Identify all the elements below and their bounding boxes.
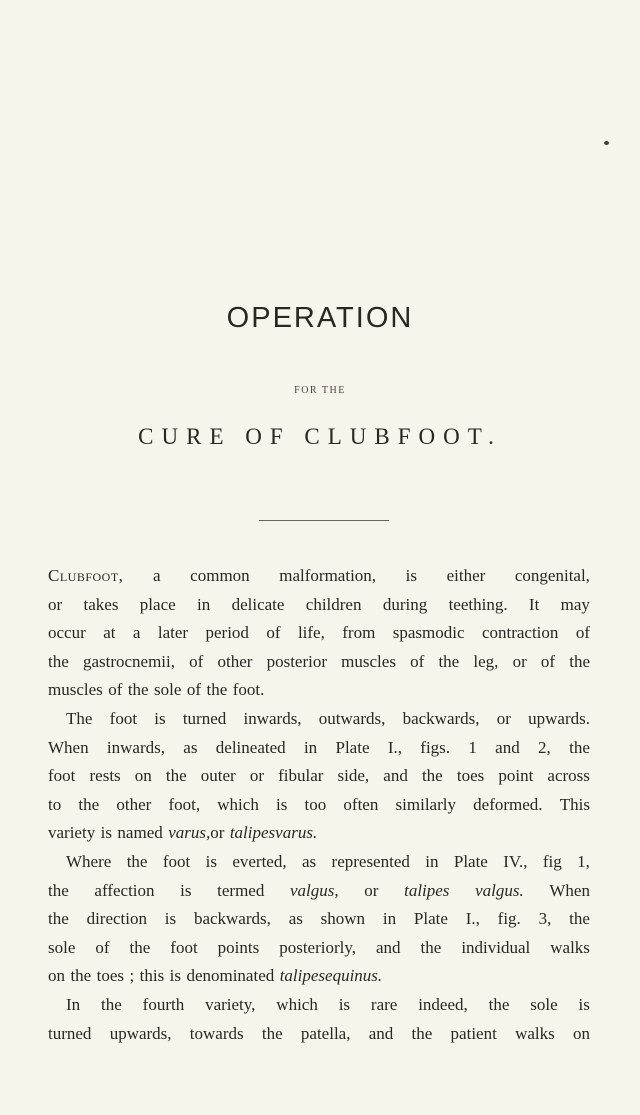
word: as [183, 737, 198, 757]
word: talipes [229, 823, 276, 843]
word: of [189, 651, 204, 671]
word: 3, [538, 909, 552, 929]
text-line [48, 819, 590, 848]
word: in [303, 737, 318, 757]
word: the [569, 651, 590, 671]
word: the [421, 766, 443, 786]
word: other [217, 651, 253, 671]
word: on [48, 966, 65, 986]
word: the [48, 651, 69, 671]
page-subtitle: CURE OF CLUBFOOT. [138, 424, 502, 449]
word: the [78, 794, 100, 814]
word: fig [542, 851, 562, 871]
text-line [48, 962, 590, 991]
word: When [48, 737, 89, 757]
word: foot [170, 937, 198, 957]
word: upwards. [528, 708, 590, 728]
word: of [575, 623, 590, 643]
text-line [48, 648, 590, 677]
word: When [549, 880, 590, 900]
word: other [116, 794, 152, 814]
page-title: OPERATION [226, 302, 414, 334]
word: valgus, [290, 880, 339, 900]
word: the [70, 966, 92, 986]
word: talipes [279, 966, 326, 986]
word: and [495, 737, 520, 757]
word: towards [189, 1023, 244, 1043]
word: I., [387, 737, 402, 757]
word: termed [217, 880, 265, 900]
word: 1, [577, 851, 590, 871]
ink-speck [604, 141, 609, 145]
word: of [186, 680, 202, 700]
word: congenital, [514, 566, 590, 585]
word: backwards, [402, 708, 480, 728]
word: IV., [503, 851, 528, 871]
word: foot [48, 766, 76, 786]
word: on [572, 1023, 590, 1043]
word: too [304, 794, 327, 814]
word: teething. [448, 594, 508, 614]
text-line [48, 734, 590, 763]
word: outer [200, 766, 236, 786]
word: contraction [481, 623, 559, 643]
word: shown [320, 909, 366, 929]
word: of [540, 651, 556, 671]
word: and [383, 766, 408, 786]
text-line [48, 676, 590, 705]
word: individual [461, 937, 531, 957]
text-line [48, 877, 590, 906]
body-text [48, 562, 590, 1048]
text-line [48, 619, 590, 648]
word: represented [331, 851, 410, 871]
word: in [382, 909, 397, 929]
word: sole [530, 994, 558, 1014]
word: muscles [341, 651, 396, 671]
word: gastrocnemii, [82, 651, 175, 671]
word: the [129, 937, 151, 957]
word: inwards, [243, 708, 302, 728]
word: everted, [232, 851, 287, 871]
word: point [498, 766, 534, 786]
text-line [48, 562, 590, 591]
word: patella, [300, 1023, 351, 1043]
word: leg, [473, 651, 499, 671]
word: or [249, 766, 264, 786]
word: or [496, 708, 511, 728]
word: and [368, 1023, 394, 1043]
word: is [405, 566, 417, 585]
text-line [48, 905, 590, 934]
text-line [48, 591, 590, 620]
word: either [446, 566, 486, 585]
word: variety, [205, 994, 256, 1014]
word: often [343, 794, 379, 814]
text-line [48, 934, 590, 963]
word: in [197, 594, 211, 614]
word: across [547, 766, 590, 786]
word: is [276, 794, 288, 814]
word: Plate [335, 737, 370, 757]
word: Plate [453, 851, 488, 871]
text-line [48, 791, 590, 820]
word: walks [550, 937, 590, 957]
word: may [560, 594, 590, 614]
word: as [301, 851, 317, 871]
word: from [342, 623, 376, 643]
word: the [206, 680, 228, 700]
word: the [569, 737, 590, 757]
word: inwards, [106, 737, 165, 757]
word: of [410, 651, 425, 671]
word: affection [94, 880, 155, 900]
word: foot [109, 708, 138, 728]
word: posteriorly, [279, 937, 357, 957]
word: patient [450, 1023, 497, 1043]
word: delineated [215, 737, 286, 757]
text-line [48, 991, 590, 1020]
word: or [48, 594, 63, 614]
word: named [117, 823, 163, 843]
text-line [48, 1020, 590, 1049]
word: figs. [420, 737, 451, 757]
word: which [217, 794, 259, 814]
word: denominated [186, 966, 275, 986]
word: of [95, 937, 110, 957]
word: takes [83, 594, 119, 614]
word: backwards, [193, 909, 271, 929]
word: which [276, 994, 318, 1014]
word: and [376, 937, 401, 957]
word: the [261, 1023, 283, 1043]
word: the [48, 880, 69, 900]
word: indeed, [418, 994, 468, 1014]
word: a [132, 623, 141, 643]
word: varus. [275, 823, 318, 843]
word: Where [66, 851, 112, 871]
word: this [139, 966, 165, 986]
word: as [288, 909, 303, 929]
word: upwards, [109, 1023, 172, 1043]
word: is [578, 994, 590, 1014]
section-divider [259, 520, 389, 521]
word: place [139, 594, 176, 614]
word: to [48, 794, 62, 814]
word: toes [456, 766, 485, 786]
word: the [48, 909, 69, 929]
word: of [266, 623, 281, 643]
word: equinus. [325, 966, 383, 986]
word: the [165, 766, 187, 786]
word: direction [86, 909, 147, 929]
word: later [157, 623, 189, 643]
word: is [164, 909, 177, 929]
word: Clubfoot, [48, 566, 124, 585]
word: deformed. [473, 794, 543, 814]
word: varus, [168, 823, 211, 843]
word: malformation, [279, 566, 377, 585]
word: of [108, 680, 123, 700]
word: is [169, 966, 181, 986]
word: toes [96, 966, 125, 986]
word: rare [370, 994, 398, 1014]
word: is [338, 994, 351, 1014]
word: or [512, 651, 527, 671]
word: points [217, 937, 260, 957]
word: walks [515, 1023, 555, 1043]
word: fourth [142, 994, 185, 1014]
word: delicate [231, 594, 285, 614]
word: valgus. [475, 880, 524, 900]
word: a [153, 566, 161, 585]
word: the [101, 994, 122, 1014]
word: during [382, 594, 428, 614]
word: turned [182, 708, 227, 728]
word: talipes [404, 880, 450, 900]
word: in [425, 851, 439, 871]
word: foot, [168, 794, 201, 814]
word: variety [48, 823, 96, 843]
word: the [438, 651, 460, 671]
word: Plate [413, 909, 448, 929]
word: the [488, 994, 510, 1014]
word: the [126, 851, 148, 871]
word: sole [48, 937, 76, 957]
word: period [205, 623, 249, 643]
text-line [48, 705, 590, 734]
word: 2, [538, 737, 551, 757]
word: posterior [266, 651, 328, 671]
word: turned [48, 1023, 92, 1043]
word: at [103, 623, 116, 643]
word: the [127, 680, 149, 700]
word: the [569, 909, 590, 929]
word: life, [297, 623, 325, 643]
word: In [66, 994, 81, 1014]
text-line [48, 762, 590, 791]
word: occur [48, 623, 86, 643]
word: ; [129, 966, 135, 986]
word: the [411, 1023, 433, 1043]
word: It [528, 594, 540, 614]
word: is [180, 880, 192, 900]
word: is [154, 708, 166, 728]
word: children [305, 594, 362, 614]
word: spasmodic [392, 623, 465, 643]
word: on [134, 766, 152, 786]
word: sole [154, 680, 182, 700]
word: similarly [395, 794, 456, 814]
word: 1 [468, 737, 477, 757]
word: outwards, [318, 708, 386, 728]
word: muscles [48, 680, 103, 700]
word: common [190, 566, 250, 585]
word: foot [162, 851, 191, 871]
word: foot. [232, 680, 265, 700]
word: is [205, 851, 217, 871]
text-line [48, 848, 590, 877]
word: or [210, 823, 225, 843]
word: rests [89, 766, 121, 786]
word: fibular [278, 766, 324, 786]
word: or [364, 880, 379, 900]
word: The [66, 708, 93, 728]
word: fig. [497, 909, 521, 929]
word: is [100, 823, 112, 843]
word: I., [465, 909, 480, 929]
word: side, [337, 766, 370, 786]
word: the [420, 937, 442, 957]
word: This [559, 794, 590, 814]
title-connector: FOR THE [294, 385, 346, 396]
